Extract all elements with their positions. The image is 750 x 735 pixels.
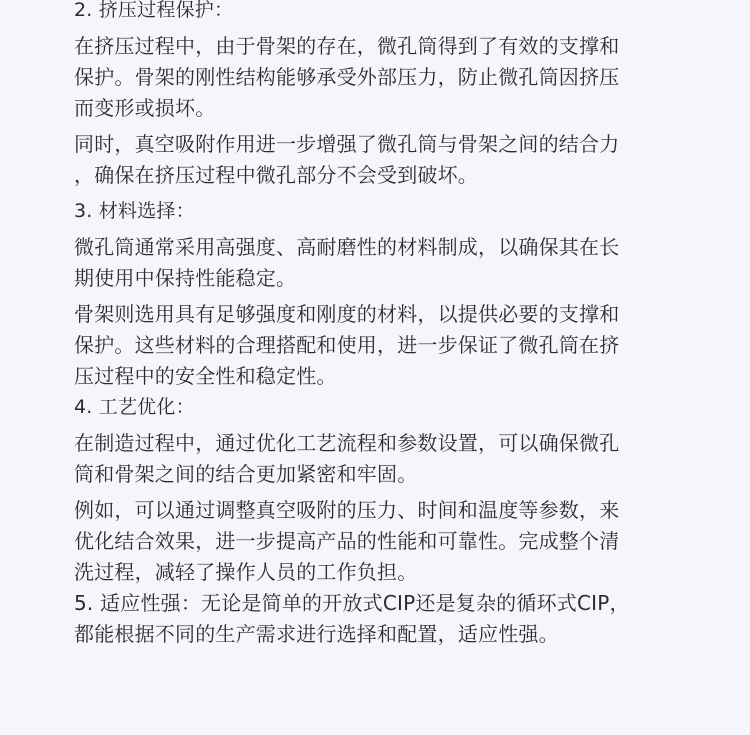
section-heading-material-selection: 3. 材料选择： [74,200,195,222]
paragraph-line: 在制造过程中，通过优化工艺流程和参数设置，可以确保微孔 [74,431,620,455]
paragraph-line: 都能根据不同的生产需求进行选择和配置，适应性强。 [74,622,559,646]
paragraph-line: 筒和骨架之间的结合更加紧密和牢固。 [74,462,418,486]
paragraph-line: 优化结合效果，进一步提高产品的性能和可靠性。完成整个清 [74,529,620,553]
paragraph-line: 例如，可以通过调整真空吸附的压力、时间和温度等参数，来 [74,498,620,522]
paragraph-line: 在挤压过程中，由于骨架的存在，微孔筒得到了有效的支撑和 [74,34,620,58]
section-heading-process-optimization: 4. 工艺优化： [74,396,195,418]
paragraph-line: ，确保在挤压过程中微孔部分不会受到破坏。 [74,163,478,187]
paragraph-line: 洗过程，减轻了操作人员的工作负担。 [74,560,418,584]
paragraph-line: 微孔筒通常采用高强度、高耐磨性的材料制成，以确保其在长 [74,235,620,259]
paragraph-line: 保护。这些材料的合理搭配和使用，进一步保证了微孔筒在挤 [74,333,620,357]
paragraph-line: 同时，真空吸附作用进一步增强了微孔筒与骨架之间的结合力 [74,132,620,156]
paragraph-line: 期使用中保持性能稳定。 [74,266,297,290]
document-body [74,0,714,650]
paragraph-line: 而变形或损坏。 [74,96,216,120]
paragraph-line: 压过程中的安全性和稳定性。 [74,364,337,388]
paragraph-line: 骨架则选用具有足够强度和刚度的材料，以提供必要的支撑和 [74,302,620,326]
section-heading-extrusion-protection: 2. 挤压过程保护： [74,0,234,21]
paragraph-line: 保护。骨架的刚性结构能够承受外部压力，防止微孔筒因挤压 [74,65,620,89]
paragraph-line-adaptability: 5. 适应性强：无论是简单的开放式CIP还是复杂的循环式CIP， [74,591,630,615]
